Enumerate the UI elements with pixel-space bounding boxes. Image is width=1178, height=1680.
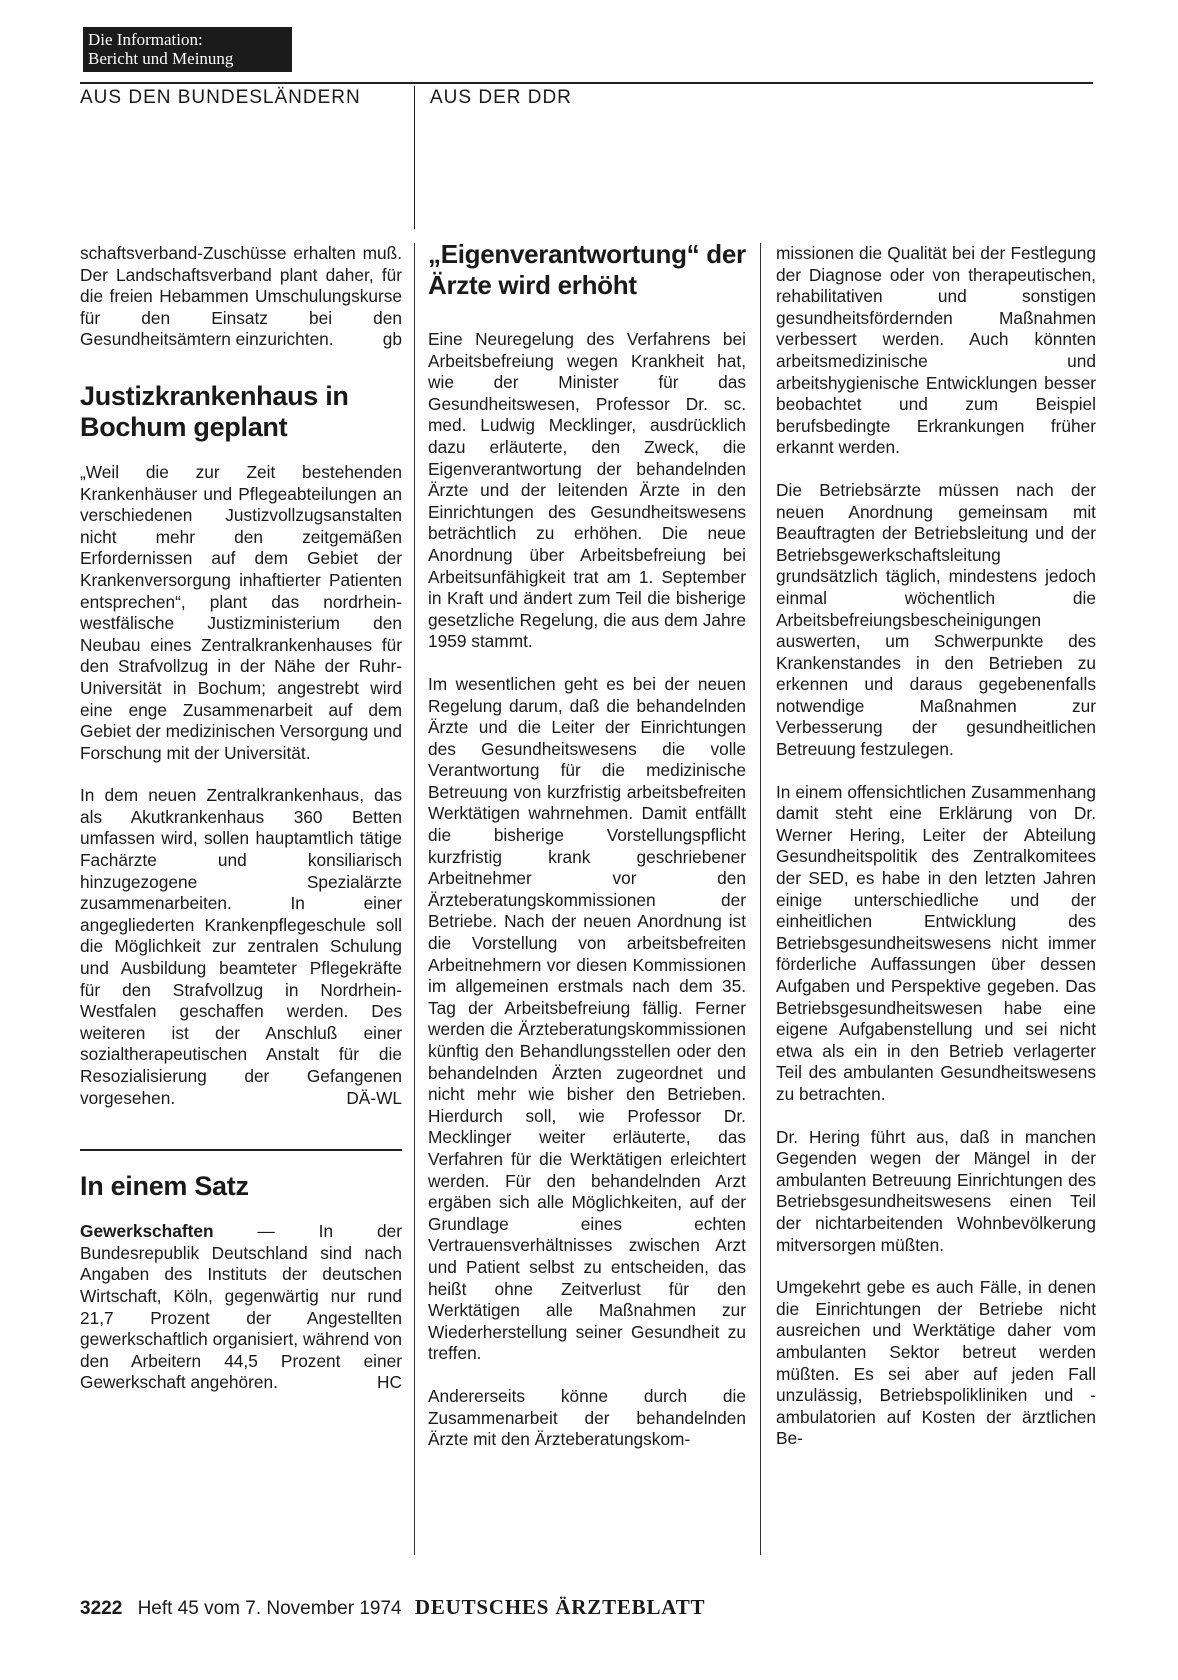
paragraph: Die Betriebsärzte müssen nach der neuen Anordnung gemeinsam mit Beauftragten der Betriebsleitung und der Betriebsgewerkschaftsleitung grundsätzlich täglich, mindestens jedoch einmal wöchentlich die Arbeitsbefreiungsbescheinigungen auswerten, um Schwerpunkte des Krankenstandes in den Betrieben zu erkennen und daraus gegebenenfalls notwendige Maßnahmen zur Verbesserung der gesundheitlichen Betreuung festzulegen. xyxy=(776,479,1096,760)
paragraph: missionen die Qualität bei der Festlegung der Diagnose oder von therapeutischen, rehabilitativen und sonstigen gesundheitsfördernden Maßnahmen verbessert werden. Auch könnten arbeitsmedizinische und arbeitshygienische Entwicklungen besser beobachtet und zum Beispiel berufsbedingte Erkrankungen früher erkannt werden. xyxy=(776,243,1096,458)
section-label-bundeslaender: AUS DEN BUNDESLÄNDERN xyxy=(80,87,361,108)
page-footer xyxy=(80,1595,705,1620)
keyword: Gewerkschaften xyxy=(80,1221,214,1242)
paragraph: Eine Neuregelung des Verfahrens bei Arbeitsbefreiung wegen Krankheit hat, wie der Minister für das Gesundheitswesen, Professor Dr. sc. med. Ludwig Mecklinger, ausdrücklich dazu erläuterte, den Zweck, die Eigenverantwortung der behandelnden Ärzte und der leitenden Ärzte in den Einrichtungen des Gesundheitswesens beträchtlich zu erhöhen. Die neue Anordnung über Arbeitsbefreiung bei Arbeitsunfähigkeit trat am 1. September in Kraft und ändert zum Teil die bisherige gesetzliche Regelung, die aus dem Jahre 1959 stammt. xyxy=(428,329,746,652)
section-label-ddr: AUS DER DDR xyxy=(430,87,572,108)
paragraph xyxy=(80,785,402,1109)
article-headline-satz: In einem Satz xyxy=(80,1171,249,1202)
column-divider-2 xyxy=(760,243,761,1555)
column-3 xyxy=(776,243,1096,1471)
section-rule xyxy=(80,1149,402,1151)
author-initials: gb xyxy=(382,329,402,350)
paragraph-text: schaftsverband-Zuschüsse erhalten muß. Der Landschaftsverband plant daher, für die freien Hebammen Umschulungskurse für den Einsatz bei den Gesundheitsämtern einzurichten. xyxy=(80,243,402,350)
journal-masthead: DEUTSCHES ÄRZTEBLATT xyxy=(414,1595,706,1619)
article-headline-eigenverantwortung: „Eigenverantwortung“ der Ärzte wird erhöht xyxy=(428,239,746,300)
section-badge xyxy=(83,27,292,72)
badge-line-2: Bericht und Meinung xyxy=(88,49,234,68)
column-divider-1 xyxy=(414,243,415,1555)
article-headline-justiz: Justizkrankenhaus in Bochum geplant xyxy=(80,380,349,442)
paragraph: Dr. Hering führt aus, daß in manchen Gegenden wegen der Mängel in der ambulanten Betreuung Einrichtungen des Betriebsgesundheitswesens einen Teil der nichtarbeitenden Wohnbevölkerung mitversorgen müßten. xyxy=(776,1126,1096,1255)
badge-line-1: Die Information: xyxy=(88,30,203,49)
paragraph xyxy=(80,243,402,351)
paragraph: Im wesentlichen geht es bei der neuen Regelung darum, daß die behandelnden Ärzte und die Leiter der Einrichtungen des Gesundheitswesens die volle Verantwortung für die medizinische Betreuung von kurzfristig arbeitsbefreiten Werktätigen wahrnehmen. Damit entfällt die bisherige Vorstellungspflicht kurzfristig krank geschriebener Arbeitnehmer vor den Ärzteberatungskommissionen der Betriebe. Nach der neuen Anordnung ist die Vorstellung von arbeitsbefreiten Arbeitnehmern vor diesen Kommissionen im allgemeinen erstmals nach dem 35. Tag der Arbeitsbefreiung fällig. Ferner werden die Ärzteberatungskommissionen künftig den Behandlungsstellen oder den behandelnden Ärzten zugeordnet und nicht mehr wie bisher den Betrieben. Hierdurch soll, wie Professor Dr. Mecklinger weiter erläuterte, das Verfahren für die Werktätigen erleichtert werden. Für den behandelnden Arzt ergäben sich alle Möglichkeiten, auf der Grundlage eines echten Vertrauensverhältnisses zwischen Arzt und Patient selbst zu entscheiden, das heißt ohne Zeitverlust für den Werktätigen alle Maßnahmen zur Wiederherstellung seiner Gesundheit zu treffen. xyxy=(428,673,746,1364)
page-number: 3222 xyxy=(80,1598,123,1619)
header-rule xyxy=(80,82,1093,84)
column-1 xyxy=(80,243,402,1415)
paragraph: „Weil die zur Zeit bestehenden Krankenhäuser und Pflegeabteilungen an verschiedenen Justizvollzugsanstalten nicht mehr den zeitgemäßen Erfordernissen auf dem Gebiet der Krankenversorgung inhaftierter Patienten entsprechen“, plant das nordrhein-westfälische Justizministerium den Neubau eines Zentralkrankenhauses für den Strafvollzug in der Nähe der Ruhr-Universität in Bochum; angestrebt wird eine enge Zusammenarbeit auf dem Gebiet der medizinischen Versorgung und Forschung mit der Universität. xyxy=(80,461,402,763)
author-initials: DÄ-WL xyxy=(346,1087,402,1108)
header-divider xyxy=(414,86,415,229)
paragraph xyxy=(80,1221,402,1394)
author-initials: HC xyxy=(377,1372,402,1393)
paragraph-text: — In der Bundesrepublik Deutschland sind nach Angaben des Instituts der deutschen Wirtschaft, Köln, gegenwärtig nur rund 21,7 Prozent der Angestellten gewerkschaftlich organisiert, während von den Arbeitern 44,5 Prozent einer Gewerkschaft angehören. xyxy=(80,1221,402,1393)
paragraph: Umgekehrt gebe es auch Fälle, in denen die Einrichtungen der Betriebe nicht ausreichen und Werktätige daher vom ambulanten Sektor betreut werden müßten. Es sei aber auf jeden Fall unzulässig, Betriebspolikliniken und -ambulatorien auf Kosten der ärztlichen Be- xyxy=(776,1277,1096,1449)
column-2 xyxy=(428,239,746,1472)
paragraph: In einem offensichtlichen Zusammenhang damit steht eine Erklärung von Dr. Werner Hering, Leiter der Abteilung Gesundheitspolitik des Zentralkomitees der SED, es habe in den letzten Jahren einige unterschiedliche und der einheitlichen Entwicklung des Betriebsgesundheitswesens nicht immer förderliche Auffassungen über dessen Aufgaben und Perspektive gegeben. Das Betriebsgesundheitswesen habe eine eigene Aufgabenstellung und sei nicht etwa als ein in den Betrieb verlagerter Teil des ambulanten Gesundheitswesens zu betrachten. xyxy=(776,781,1096,1104)
paragraph: Andererseits könne durch die Zusammenarbeit der behandelnden Ärzte mit den Ärzteberatungskom- xyxy=(428,1385,746,1450)
issue-info: Heft 45 vom 7. November 1974 xyxy=(137,1598,402,1619)
paragraph-text: In dem neuen Zentralkrankenhaus, das als Akutkrankenhaus 360 Betten umfassen wird, sollen hauptamtlich tätige Fachärzte und konsiliarisch hinzugezogene Spezialärzte zusammenarbeiten. In einer angegliederten Krankenpflegeschule soll die Möglichkeit zur zentralen Schulung und Ausbildung beamteter Pflegekräfte für den Strafvollzug in Nordrhein-Westfalen geschaffen werden. Des weiteren ist der Anschluß einer sozialtherapeutischen Anstalt für die Resozialisierung der Gefangenen vorgesehen. xyxy=(80,785,402,1108)
